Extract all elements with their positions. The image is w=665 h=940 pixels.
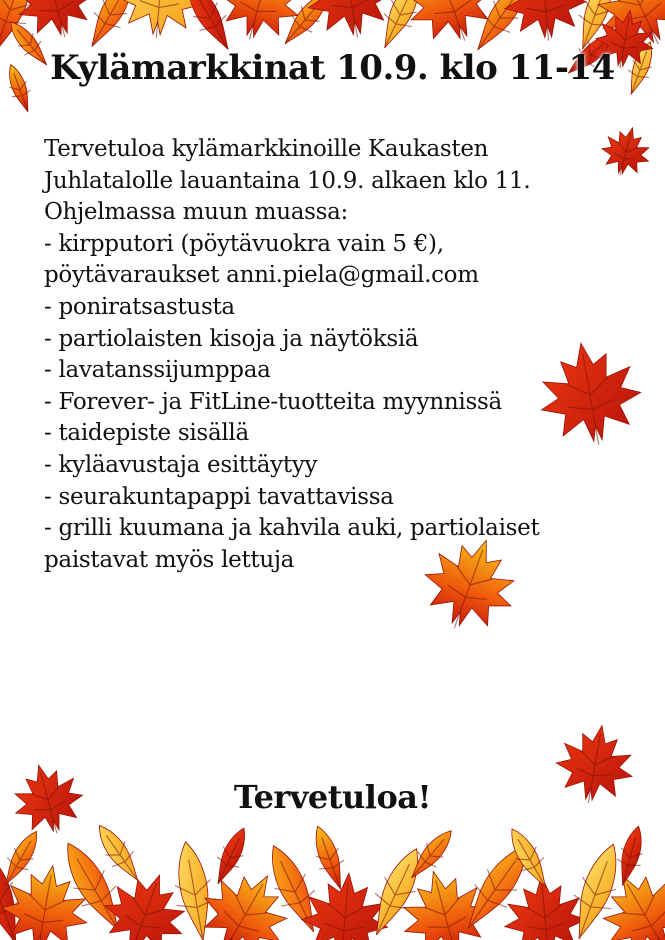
maple-leaf-icon xyxy=(501,0,590,44)
maple-leaf-icon xyxy=(207,823,255,889)
maple-leaf-icon xyxy=(0,825,47,890)
maple-leaf-icon xyxy=(611,823,650,889)
body-line: - kirpputori (pöytävuokra vain 5 €), xyxy=(44,230,444,257)
poster-body xyxy=(44,134,634,576)
body-line: - seurakuntapappi tavattavissa xyxy=(44,483,394,510)
body-line: - lavatanssijumppaa xyxy=(44,357,271,384)
body-line: - partiolaisten kisoja ja näytöksiä xyxy=(44,325,419,352)
body-line: - grilli kuumana ja kahvila auki, partiolaiset xyxy=(44,515,540,542)
body-line: - poniratsastusta xyxy=(44,293,235,320)
body-line: - taidepiste sisällä xyxy=(44,420,249,447)
body-line: - Forever- ja FitLine-tuotteita myynnissä xyxy=(44,388,502,415)
body-line: Ohjelmassa muun muassa: xyxy=(44,199,348,226)
body-line: Tervetuloa kylämarkkinoille Kaukasten xyxy=(44,136,489,162)
body-line: Juhlatalolle lauantaina 10.9. alkaen klo 11. xyxy=(44,167,531,194)
poster-title: Kylämarkkinat 10.9. klo 11-14 xyxy=(50,48,615,88)
body-line: - kyläavustaja esittäytyy xyxy=(44,451,318,478)
body-line: paistavat myös lettuja xyxy=(44,546,295,573)
maple-leaf-icon xyxy=(371,0,432,54)
body-line: pöytävaraukset anni.piela@gmail.com xyxy=(44,262,479,289)
closing-greeting: Tervetuloa! xyxy=(233,778,432,816)
